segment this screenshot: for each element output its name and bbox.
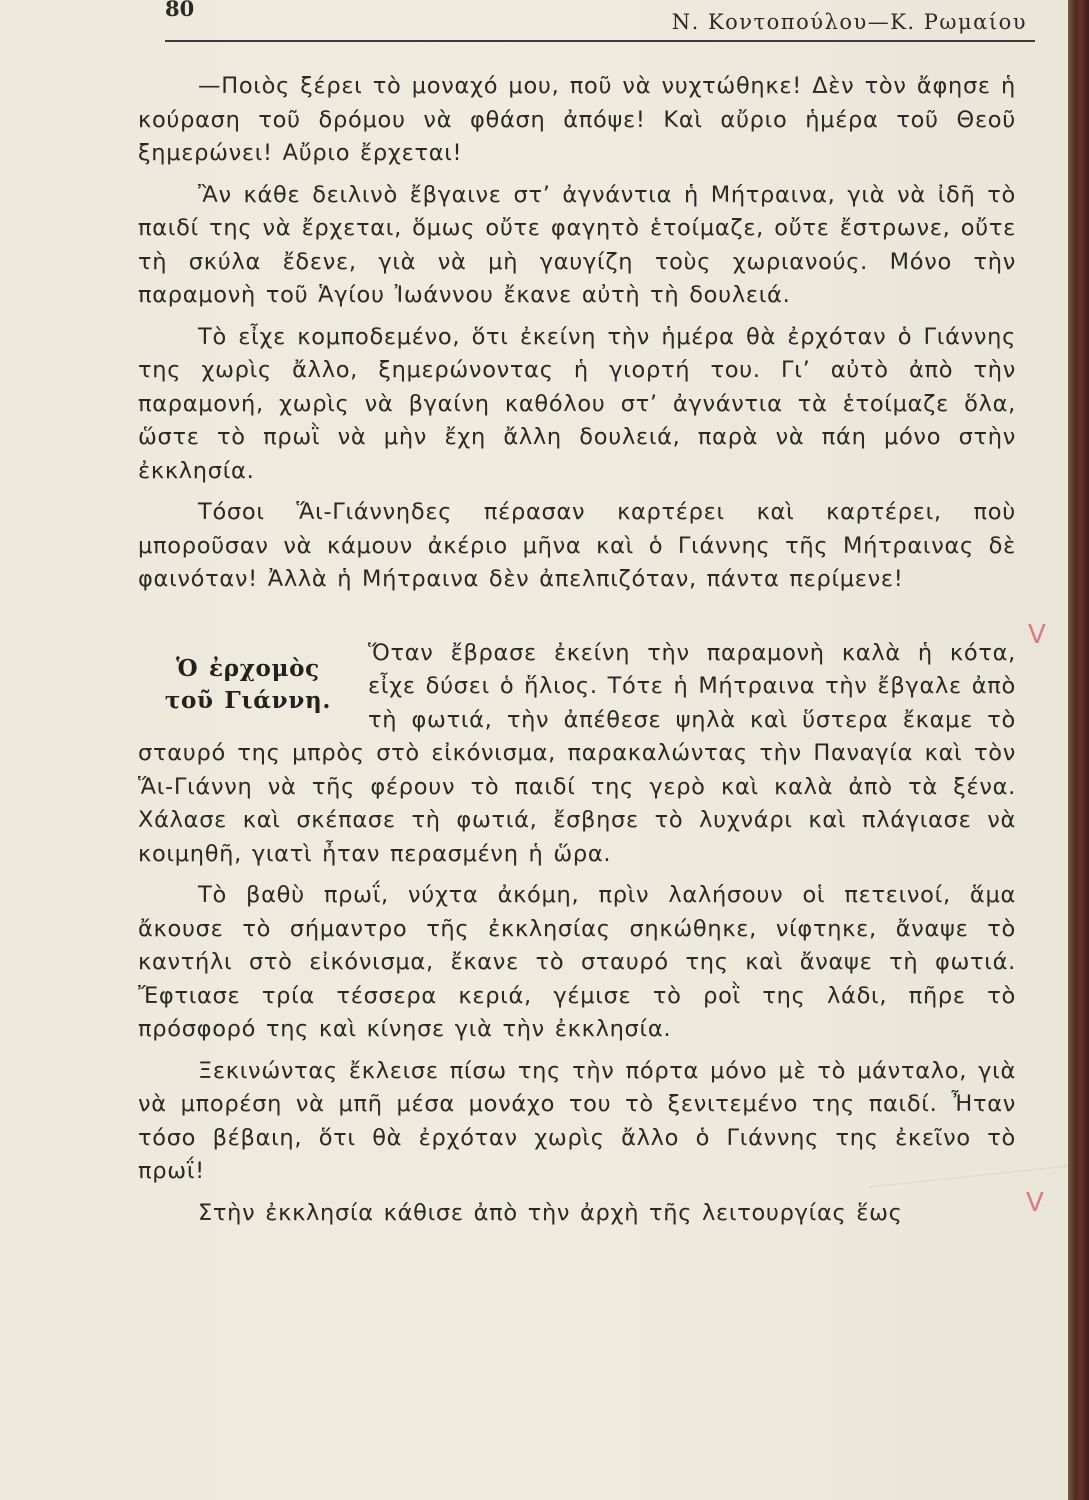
page-number: 80 (165, 0, 195, 21)
paragraph: Στὴν ἐκκλησία κάθισε ἀπὸ τὴν ἀρχὴ τῆς λειτουργίας ἕως (198, 1199, 903, 1226)
running-title: Ν. Κοντοπούλου—Κ. Ρωμαίου (671, 10, 1027, 34)
section-arrival-of-giannis (138, 637, 1016, 872)
paragraph: Τὸ εἶχε κομποδεμένο, ὅτι ἐκείνη τὴν ἡμέρα θὰ ἐρχόταν ὁ Γιάννης της χωρὶς ἄλλο, ξημερώνοντας ἡ γιορτή του. Γι’ αὐτὸ ἀπὸ τὴν παραμονή, χωρὶς νὰ βγαίνη καθόλου στ’ ἀγνάντια τὰ ἑτοίμαζε ὅλα, ὥστε τὸ πρωῒ νὰ μὴν ἔχη ἄλλη δουλειά, παρὰ νὰ πάη μόνο στὴν ἐκκλησία. (138, 323, 1016, 484)
paragraph: Τόσοι Ἅι-Γιάννηδες πέρασαν καρτέρει καὶ καρτέρει, ποὺ μποροῦσαν νὰ κάμουν ἀκέριο μῆνα καὶ ὁ Γιάννης τῆς Μήτραινας δὲ φαινόταν! Ἀλλὰ ἡ Μήτραινα δὲν ἀπελπιζόταν, πάντα περίμενε! (138, 499, 1016, 592)
paragraph: Τὸ βαθὺ πρωΐ, νύχτα ἀκόμη, πρὶν λαλήσουν οἱ πετεινοί, ἅμα ἄκουσε τὸ σήμαντρο τῆς ἐκκλησίας σηκώθηκε, νίφτηκε, ἄναψε τὸ καντήλι στὸ εἰκόνισμα, ἔκανε τὸ σταυρό της καὶ ἄναψε τὴ φωτιά. Ἔφτιασε τρία τέσσερα κεριά, γέμισε τὸ ροῒ της λάδι, πῆρε τὸ πρόσφορό της καὶ κίνησε γιὰ τὴν ἐκκλησία. (138, 882, 1016, 1042)
section-first-paragraph: Ὅταν ἔβρασε ἐκείνη τὴν παραμονὴ καλὰ ἡ κότα, εἶχε δύσει ὁ ἥλιος. Τότε ἡ Μήτραινα τὴν ἔβγαλε ἀπὸ τὴ φωτιά, τὴν ἀπέθεσε ψηλὰ καὶ ὕστερα ἔκαμε τὸ σταυρό της μπρὸς στὸ εἰκόνισμα, παρακαλώντας τὴν Παναγία καὶ τὸν Ἅι-Γιάννη νὰ τῆς φέρουν τὸ παιδί της γερὸ καὶ καλὰ ἀπὸ τὰ ξένα. Χάλασε καὶ σκέπασε τὴ φωτιά, ἔσβησε τὸ λυχνάρι καὶ πλάγιασε νὰ κοιμηθῆ, γιατὶ ἦταν περασμένη ἡ ὥρα. (138, 639, 1016, 867)
book-spine (1068, 0, 1089, 1500)
paragraph: Ἂν κάθε δειλινὸ ἔβγαινε στ’ ἀγνάντια ἡ Μήτραινα, γιὰ νὰ ἰδῆ τὸ παιδί της νὰ ἔρχεται, ὅμως οὔτε φαγητὸ ἑτοίμαζε, οὔτε ἔστρωνε, οὔτε τὴ σκύλα ἔδενε, γιὰ νὰ μὴ γαυγίζη τοὺς χωριανούς. Μόνο τὴν παραμονὴ τοῦ Ἁγίου Ἰωάννου ἔκανε αὐτὴ τὴ δουλειά. (138, 181, 1016, 308)
paragraph: Ξεκινώντας ἔκλεισε πίσω της τὴν πόρτα μόνο μὲ τὸ μάνταλο, γιὰ νὰ μπορέση νὰ μπῆ μέσα μονάχο του τὸ ξενιτεμένο της παιδί. Ἦταν τόσο βέβαιη, ὅτι θὰ ἐρχόταν χωρὶς ἄλλο ὁ Γιάννης της ἐκεῖνο τὸ πρωΐ! (138, 1057, 1016, 1184)
side-heading-line-2: τοῦ Γιάννη. (164, 686, 332, 714)
running-head (165, 0, 1035, 42)
body-text (138, 70, 1016, 1238)
pencil-check-mark: V (1028, 620, 1046, 650)
paragraph: —Ποιὸς ξέρει τὸ μοναχό μου, ποῦ νὰ νυχτώθηκε! Δὲν τὸν ἄφησε ἡ κούραση τοῦ δρόμου νὰ φθάση ἀπόψε! Καὶ αὔριο ἡμέρα τοῦ Θεοῦ ξημερώνει! Αὔριο ἔρχεται! (138, 73, 1016, 166)
side-heading (138, 653, 358, 717)
side-heading-line-1: Ὁ ἐρχομὸς (176, 654, 320, 682)
pencil-check-mark: V (1026, 1188, 1044, 1218)
